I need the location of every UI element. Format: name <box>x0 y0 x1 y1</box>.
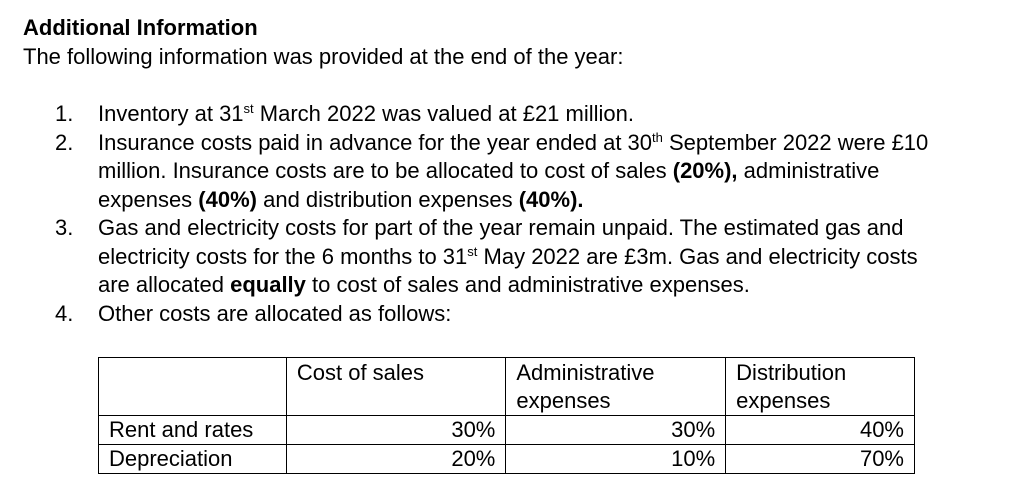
item-text: March 2022 was valued at £21 million. <box>253 101 634 126</box>
administrative-value: 30% <box>506 416 726 445</box>
list-item-number: 4. <box>55 300 74 326</box>
header-administrative-expenses: Administrative expenses <box>506 358 726 416</box>
item-text: Other costs are allocated as follows: <box>98 300 452 326</box>
item-text: to cost of sales and administrative expenses. <box>305 272 750 297</box>
item-text: and distribution expenses <box>256 186 519 212</box>
table-row <box>99 445 915 474</box>
administrative-value: 10% <box>506 445 726 474</box>
emphasis-text: equally <box>230 272 306 297</box>
item-text: Insurance costs paid in advance for the year ended at 30 <box>98 129 653 155</box>
item-text: Gas and electricity costs for part of the year remain unpaid. The estimated gas and electricity costs for the 6 months to 31 <box>98 215 904 269</box>
row-label: Depreciation <box>99 445 287 474</box>
list-item-3 <box>55 214 955 300</box>
item-text: September 2022 were £10 million. Insurance costs are to be allocated to cost of sales <box>98 129 929 183</box>
emphasis-text: (40%). <box>518 186 584 212</box>
list-item-1 <box>55 100 955 129</box>
distribution-value: 40% <box>726 416 915 445</box>
list-item-2 <box>55 129 955 215</box>
cost-of-sales-value: 20% <box>286 445 506 474</box>
cost-of-sales-value: 30% <box>286 416 506 445</box>
section-heading: Additional Information <box>23 15 258 40</box>
list-item-number: 3. <box>55 215 74 240</box>
item-text: Inventory at 31 <box>98 101 244 126</box>
distribution-value: 70% <box>726 445 915 474</box>
header-distribution-expenses: Distribution expenses <box>726 358 915 416</box>
header-cell-empty <box>99 358 287 416</box>
information-list <box>55 100 955 328</box>
item-text: administrative expenses <box>98 158 880 212</box>
ordinal-suffix: st <box>243 101 254 116</box>
ordinal-suffix: st <box>467 243 478 259</box>
item-text: May 2022 are £3m. Gas and electricity costs are allocated <box>98 243 918 297</box>
cost-allocation-table <box>98 357 915 474</box>
list-item-number: 1. <box>55 101 74 126</box>
intro-text: The following information was provided at the end of the year: <box>23 44 624 69</box>
emphasis-text: (20%), <box>672 158 738 183</box>
header-cost-of-sales: Cost of sales <box>286 358 506 416</box>
table-row <box>99 416 915 445</box>
row-label: Rent and rates <box>99 416 287 445</box>
emphasis-text: (40%) <box>198 186 257 212</box>
list-item-4 <box>55 300 955 329</box>
table-header-row <box>99 358 915 416</box>
list-item-number: 2. <box>55 129 74 155</box>
ordinal-suffix: th <box>652 129 663 145</box>
